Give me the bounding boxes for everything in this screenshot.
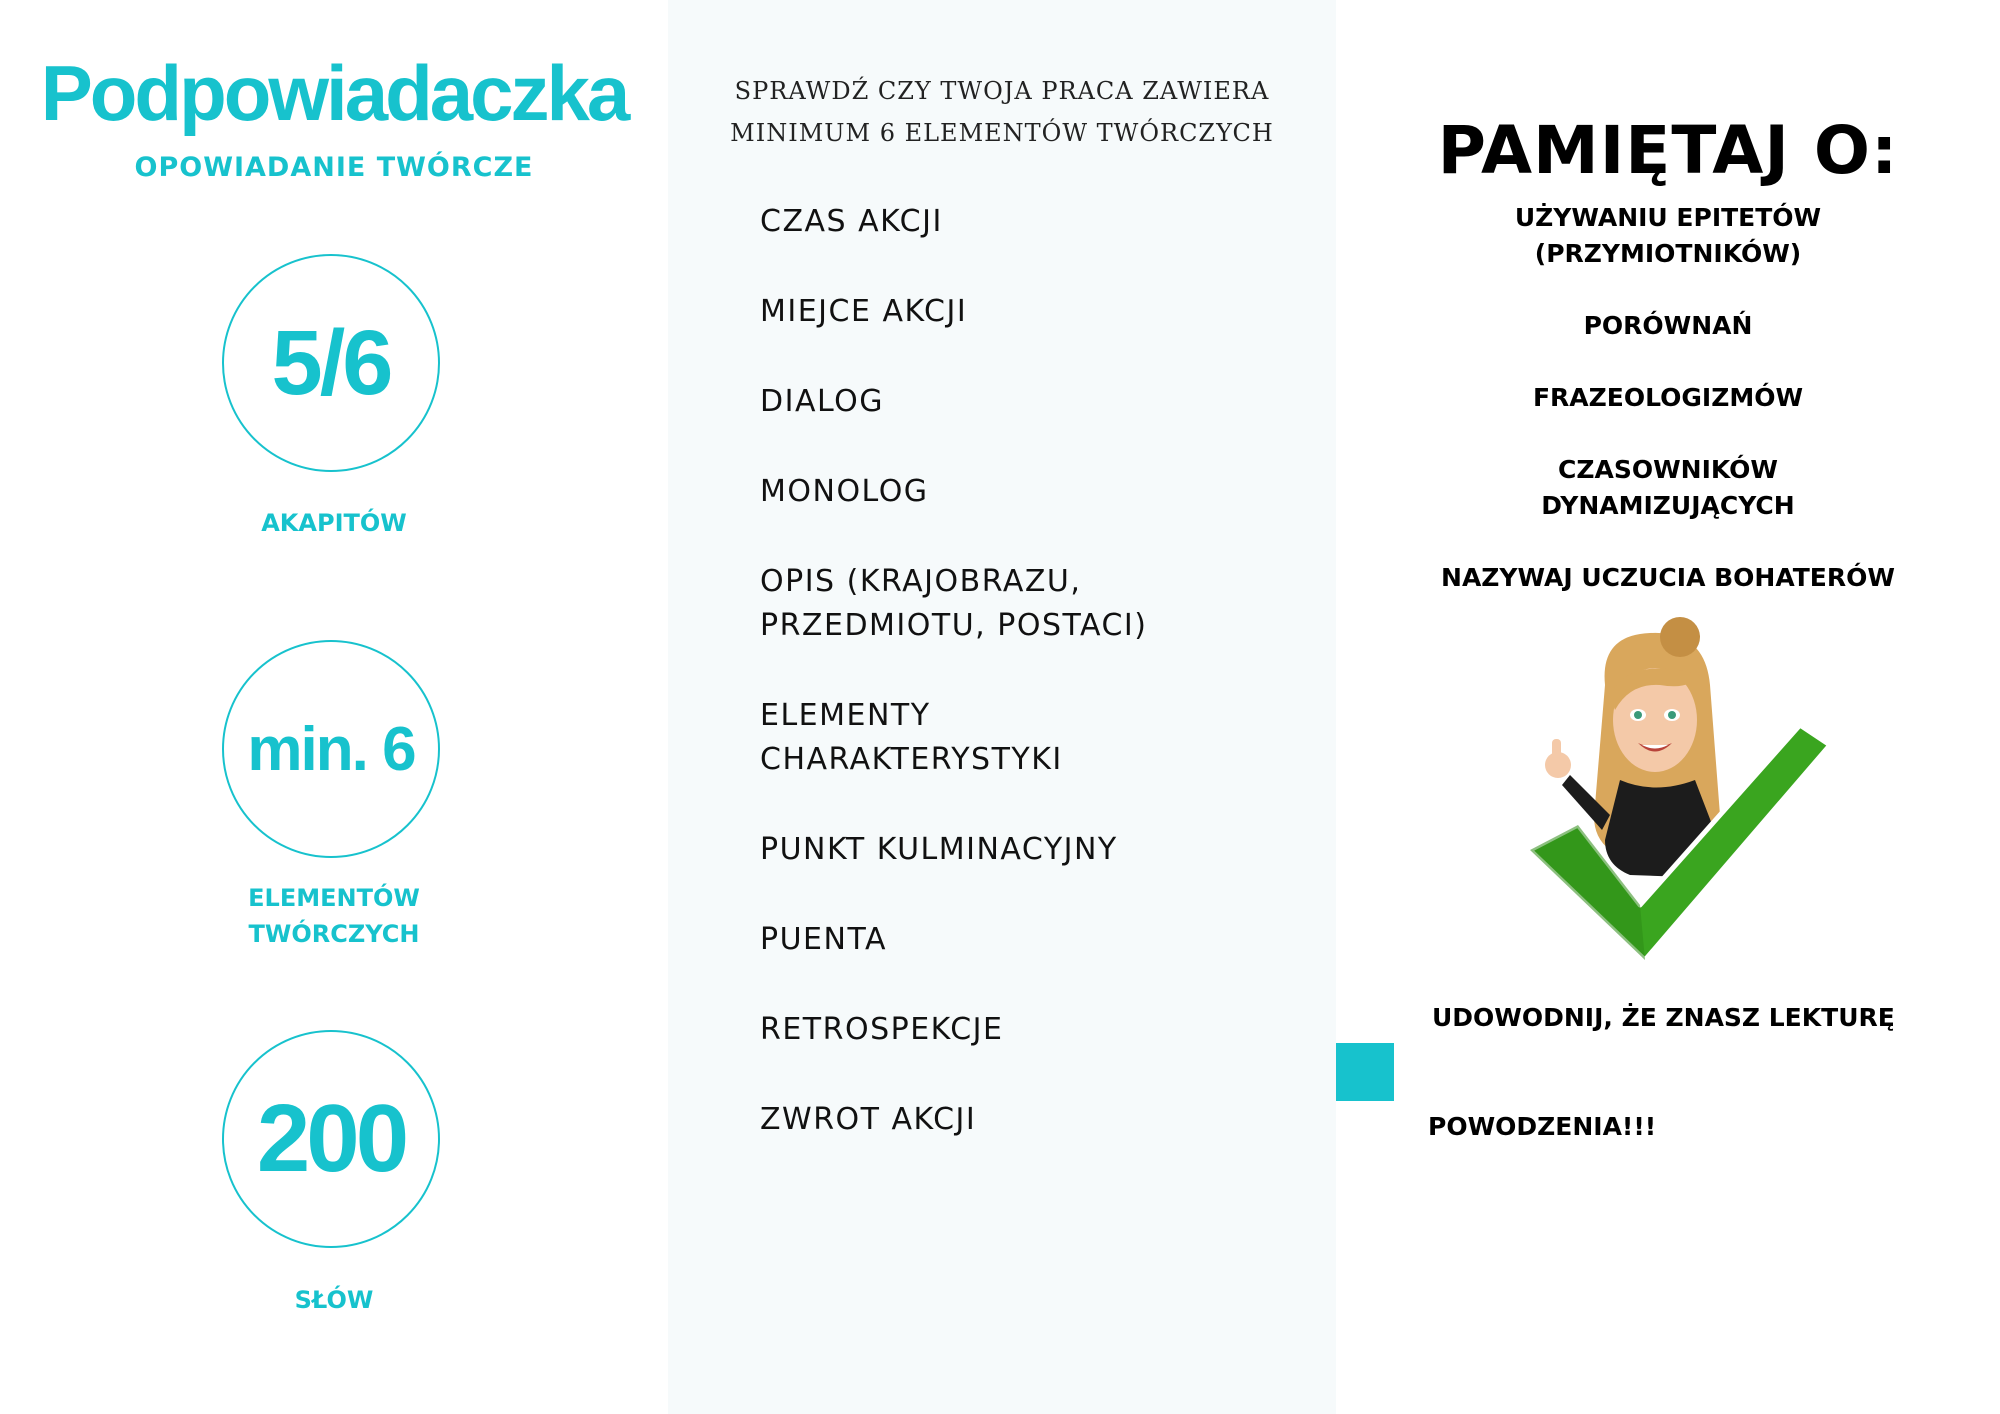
checklist-item: DIALOG (760, 384, 884, 419)
tip-prove-reading: UDOWODNIJ, ŻE ZNASZ LEKTURĘ (1432, 1003, 1895, 1032)
checklist-item: CZAS AKCJI (760, 204, 943, 239)
checklist-item: MIEJCE AKCJI (760, 294, 968, 329)
checklist-panel (668, 0, 1336, 1414)
teal-square-decoration (1336, 1043, 1394, 1101)
checklist-item: RETROSPEKCJE (760, 1012, 1004, 1047)
page-subtitle: OPOWIADANIE TWÓRCZE (134, 152, 534, 183)
stat-label-elements: ELEMENTÓW TWÓRCZYCH (248, 884, 420, 948)
checklist-item: PUNKT KULMINACYJNY (760, 832, 1118, 867)
stat-circle-words (222, 1030, 440, 1248)
stat-value-elements: min. 6 (247, 714, 415, 784)
avatar-thumbs-up (1510, 615, 1840, 975)
stat-label-words: SŁÓW (294, 1286, 374, 1314)
stat-circle-paragraphs (222, 254, 440, 472)
tip-comparisons: PORÓWNAŃ (1583, 311, 1753, 340)
stat-label-paragraphs: AKAPITÓW (261, 509, 407, 537)
checklist-item: ELEMENTY CHARAKTERYSTYKI (760, 698, 1063, 777)
avatar-illustration (1510, 615, 1840, 975)
tip-feelings: NAZYWAJ UCZUCIA BOHATERÓW (1441, 563, 1895, 592)
left-column (0, 0, 668, 1414)
checklist-item: PUENTA (760, 922, 887, 957)
checklist-header (668, 70, 1336, 154)
stat-circle-elements (222, 640, 440, 858)
checklist-item: OPIS (KRAJOBRAZU, PRZEDMIOTU, POSTACI) (760, 564, 1148, 643)
good-luck-text: POWODZENIA!!! (1428, 1112, 1657, 1141)
remember-title: PAMIĘTAJ O: (1437, 112, 1899, 189)
checklist-item: ZWROT AKCJI (760, 1102, 977, 1137)
page-title: Podpowiadaczka (40, 49, 628, 137)
stat-value-words: 200 (256, 1085, 406, 1192)
stat-value-paragraphs: 5/6 (271, 311, 391, 414)
checklist-header-line1: SPRAWDŹ CZY TWOJA PRACA ZAWIERA (734, 77, 1270, 105)
checklist-header-line2: MINIMUM 6 ELEMENTÓW TWÓRCZYCH (730, 119, 1274, 147)
checklist-item: MONOLOG (760, 474, 929, 509)
tip-epithets: UŻYWANIU EPITETÓW (PRZYMIOTNIKÓW) (1514, 203, 1822, 268)
tip-dynamic-verbs: CZASOWNIKÓW DYNAMIZUJĄCYCH (1541, 455, 1795, 520)
tip-phrasemes: FRAZEOLOGIZMÓW (1532, 383, 1804, 412)
